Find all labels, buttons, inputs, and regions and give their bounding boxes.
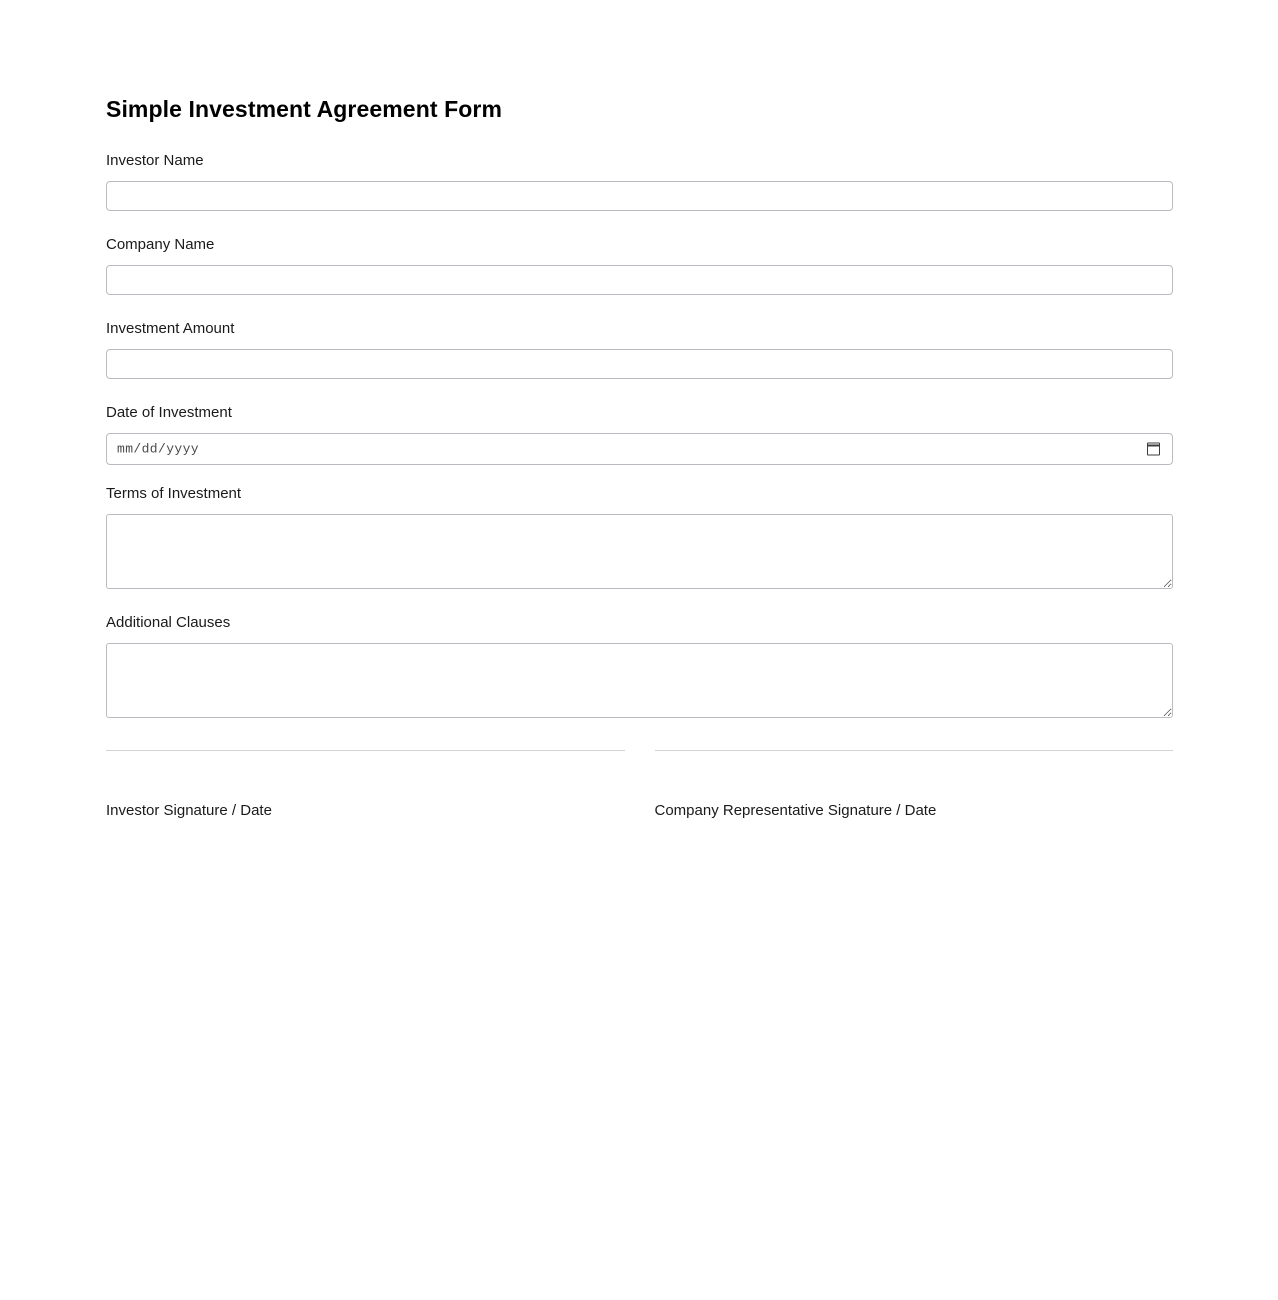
field-investment-amount <box>106 319 1173 379</box>
terms-of-investment-textarea[interactable] <box>106 514 1173 589</box>
company-name-input[interactable] <box>106 265 1173 295</box>
field-date-of-investment <box>106 403 1173 465</box>
date-of-investment-label: Date of Investment <box>106 404 232 421</box>
investment-amount-label: Investment Amount <box>106 320 235 337</box>
additional-clauses-label: Additional Clauses <box>106 614 231 631</box>
date-placeholder-text: mm/dd/yyyy <box>117 441 200 457</box>
field-additional-clauses <box>106 613 1173 718</box>
page-title: Simple Investment Agreement Form <box>106 96 502 122</box>
investor-signature-caption: Investor Signature / Date <box>106 802 272 819</box>
investment-amount-input[interactable] <box>106 349 1173 379</box>
field-investor-name <box>106 151 1173 211</box>
investor-signature-line <box>106 750 625 751</box>
terms-of-investment-label: Terms of Investment <box>106 485 242 502</box>
field-company-name <box>106 235 1173 295</box>
additional-clauses-textarea[interactable] <box>106 643 1173 718</box>
signature-block-company <box>655 750 1174 821</box>
field-terms-of-investment <box>106 484 1173 589</box>
company-signature-caption: Company Representative Signature / Date <box>654 802 937 819</box>
signature-row <box>106 750 1173 821</box>
company-name-label: Company Name <box>106 236 215 253</box>
signature-block-investor <box>106 750 625 821</box>
investor-name-label: Investor Name <box>106 152 204 169</box>
company-signature-line <box>655 750 1174 751</box>
investor-name-input[interactable] <box>106 181 1173 211</box>
date-of-investment-input[interactable] <box>106 433 1173 465</box>
calendar-icon[interactable] <box>1147 443 1160 456</box>
